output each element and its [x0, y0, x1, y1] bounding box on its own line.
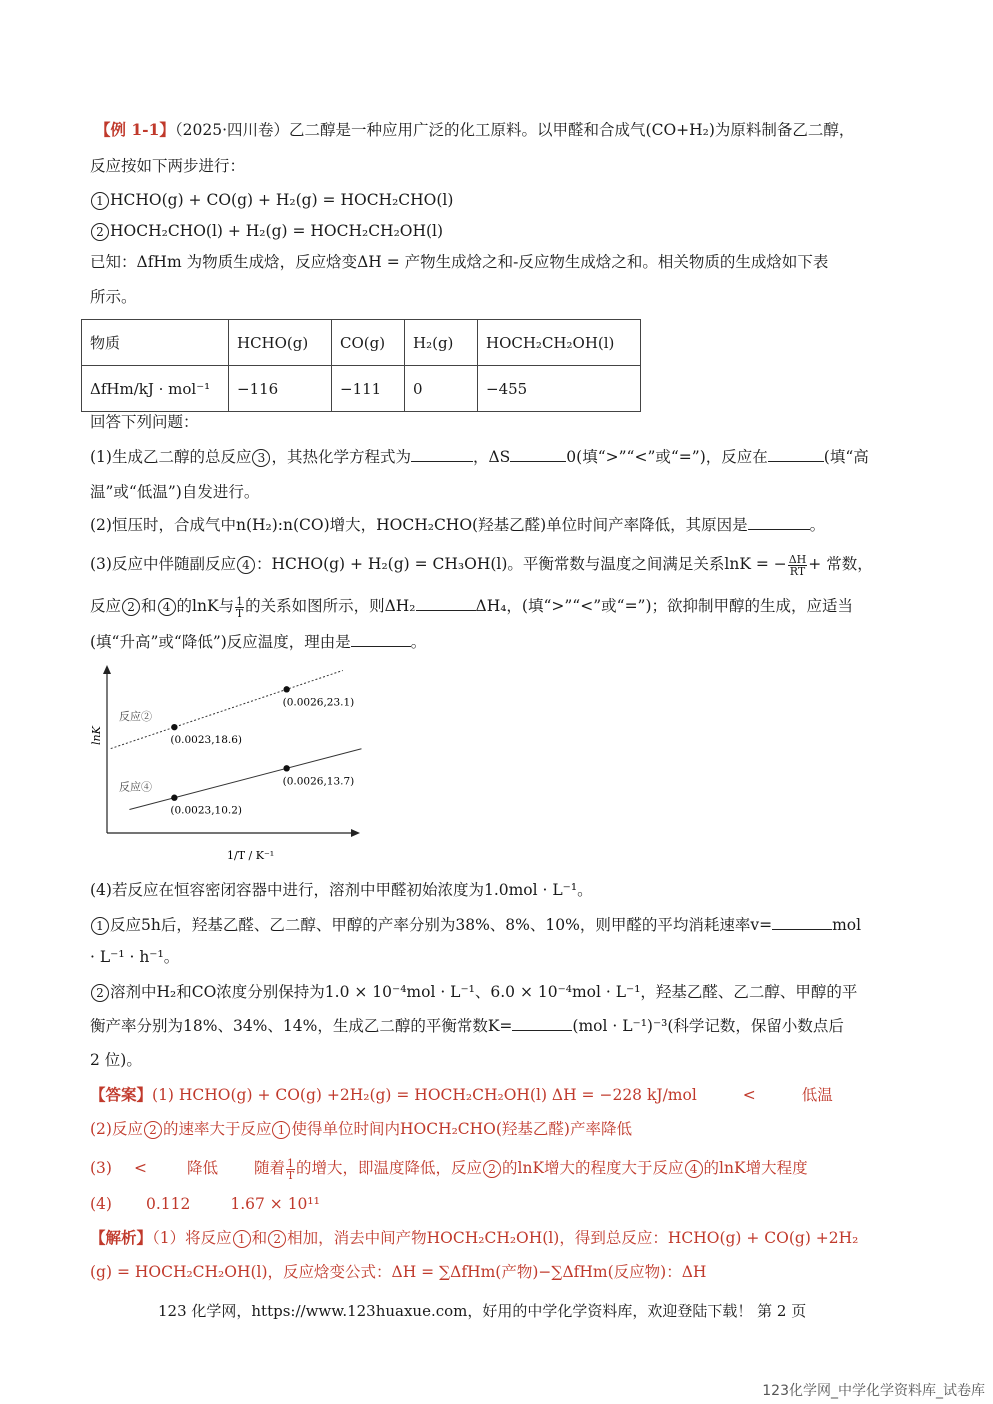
q4-text: (mol · L⁻¹)⁻³(科学记数，保留小数点后	[572, 1017, 844, 1035]
answer-text: 低温	[801, 1086, 833, 1104]
known-line-2: 所示。	[90, 288, 137, 306]
analysis-text: 相加，消去中间产物HOCH₂CH₂OH(l)，得到总反应：HCHO(g) + CO(g) +2H₂	[287, 1229, 859, 1247]
answer-text: 1.67 × 10¹¹	[230, 1195, 320, 1213]
q1-text: ，其热化学方程式为	[271, 448, 411, 466]
series-name: 反应④	[119, 780, 152, 794]
table-row	[82, 366, 641, 412]
data-label: (0.0023,18.6)	[170, 734, 243, 747]
answer-blank[interactable]	[351, 632, 411, 647]
circled-2: 2	[91, 984, 109, 1002]
q4-text: mol	[832, 916, 862, 934]
analysis-text: 和	[251, 1229, 268, 1247]
data-label: (0.0023,10.2)	[170, 804, 243, 817]
table-cell: ΔfHm/kJ · mol⁻¹	[82, 366, 229, 412]
frac-num: ΔH	[788, 552, 807, 566]
page-footer: 123 化学网，https://www.123huaxue.com，好用的中学化学资料库，欢迎登陆下载！ 第 2 页	[158, 1302, 807, 1320]
x-axis-label: 1/T / K⁻¹	[227, 849, 275, 862]
circled-2: 2	[144, 1121, 162, 1139]
reaction-1-text: HCHO(g) + CO(g) + H₂(g) = HOCH₂CHO(l)	[110, 191, 454, 209]
enthalpy-table	[81, 319, 641, 412]
table-cell: −116	[229, 366, 332, 412]
table-cell: −111	[332, 366, 405, 412]
answer-line-1	[90, 1083, 833, 1107]
x-axis-arrow	[351, 829, 360, 837]
answer-text: 的lnK增大程度	[703, 1159, 808, 1177]
answer-blank[interactable]	[411, 447, 473, 462]
answer-text: 0.112	[145, 1195, 191, 1213]
question-4: (4)若反应在恒容密闭容器中进行，溶剂中甲醛初始浓度为1.0mol · L⁻¹。	[90, 881, 593, 899]
frac-num: 1	[236, 594, 244, 608]
frac-den: T	[286, 1168, 295, 1182]
q4-text: 反应5h后，羟基乙醛、乙二醇、甲醇的产率分别为38%、8%、10%，则甲醛的平均消耗速率v=	[110, 916, 773, 934]
example-source: （2025·四川卷）	[174, 121, 290, 139]
y-axis-arrow	[103, 665, 111, 674]
circled-4: 4	[158, 598, 176, 616]
answer-line-2	[90, 1117, 632, 1141]
circled-4: 4	[685, 1160, 703, 1178]
chart-marks	[111, 670, 362, 816]
answer-text: 使得单位时间内HOCH₂CHO(羟基乙醛)产率降低	[291, 1120, 632, 1138]
fraction-1-t	[286, 1158, 295, 1181]
q3-text: 和	[141, 597, 157, 615]
answer-line-3	[90, 1156, 808, 1181]
data-point	[283, 765, 289, 771]
q3-text: + 常数，	[808, 555, 873, 573]
answer-blank[interactable]	[512, 1016, 572, 1031]
q4-text: 溶剂中H₂和CO浓度分别保持为1.0 × 10⁻⁴mol · L⁻¹、6.0 × 10⁻⁴mol · L⁻¹，羟基乙醛、乙二醇、甲醇的平	[110, 983, 858, 1001]
reaction-1	[90, 188, 453, 212]
answer-text: 的增大，即温度降低，反应	[296, 1159, 483, 1177]
y-axis-label: lnK	[90, 726, 103, 745]
question-4-1	[90, 913, 861, 937]
question-3-line-2	[90, 594, 853, 619]
q4-text: 衡产率分别为18%、34%、14%，生成乙二醇的平衡常数K=	[90, 1017, 513, 1035]
circled-2: 2	[483, 1160, 501, 1178]
data-point	[171, 724, 177, 730]
frac-den: T	[235, 606, 244, 620]
circled-4: 4	[237, 556, 255, 574]
example-intro-2: 反应按如下两步进行：	[90, 157, 246, 175]
question-3-line-3	[90, 630, 426, 654]
answer-text: (4)	[90, 1195, 112, 1213]
question-3	[90, 552, 873, 577]
table-header-row	[82, 320, 641, 366]
reaction-2	[90, 219, 443, 243]
table-cell: HOCH₂CH₂OH(l)	[478, 320, 641, 366]
answer-text: 的速率大于反应	[162, 1120, 272, 1138]
table-cell: HCHO(g)	[229, 320, 332, 366]
question-4-2-cont	[90, 1014, 844, 1038]
q3-text: 的关系如图所示，则ΔH₂	[245, 597, 416, 615]
question-4-2-end: 2 位)。	[90, 1051, 142, 1069]
data-label: (0.0026,23.1)	[282, 696, 355, 709]
fraction-dh-rt	[788, 554, 808, 577]
data-point	[171, 795, 177, 801]
lnk-chart	[92, 665, 372, 875]
answer-blank[interactable]	[748, 515, 810, 530]
answer-blank[interactable]	[510, 447, 566, 462]
circled-2: 2	[122, 598, 140, 616]
circled-1: 1	[233, 1230, 251, 1248]
answer-blank[interactable]	[772, 915, 832, 930]
watermark: 123化学网_中学化学资料库_试卷库	[762, 1383, 985, 1399]
q3-text: 反应	[90, 597, 122, 615]
answer-prompt: 回答下列问题：	[90, 413, 199, 431]
answer-blank[interactable]	[768, 447, 824, 462]
answer-text: <	[133, 1159, 147, 1177]
circled-1: 1	[91, 917, 109, 935]
example-intro: 乙二醇是一种应用广泛的化工原料。以甲醛和合成气(CO+H₂)为原料制备乙二醇，	[289, 121, 855, 139]
question-1	[90, 445, 869, 469]
q2-text: (2)恒压时，合成气中n(H₂):n(CO)增大，HOCH₂CHO(羟基乙醛)单位时间产率降低，其原因是	[90, 516, 748, 534]
table-cell: H₂(g)	[405, 320, 478, 366]
question-2	[90, 513, 825, 537]
table-cell: CO(g)	[332, 320, 405, 366]
q3-text: 的lnK与	[176, 597, 235, 615]
answer-blank[interactable]	[416, 596, 476, 611]
q3-text: ：HCHO(g) + H₂(g) = CH₃OH(l)。平衡常数与温度之间满足关系lnK = −	[255, 555, 787, 573]
answer-text: <	[742, 1086, 756, 1104]
answer-text: (1) HCHO(g) + CO(g) +2H₂(g) = HOCH₂CH₂OH(l) ΔH = −228 kJ/mol	[152, 1086, 697, 1104]
q1-text: ，ΔS	[472, 448, 511, 466]
circled-2: 2	[268, 1230, 286, 1248]
question-4-2	[90, 980, 857, 1004]
answer-tag: 【答案】	[90, 1085, 153, 1104]
answer-line-4	[90, 1192, 320, 1216]
table-cell: −455	[478, 366, 641, 412]
circled-3: 3	[252, 449, 270, 467]
q1-text: (1)生成乙二醇的总反应	[90, 448, 252, 466]
data-point	[283, 686, 289, 692]
data-label: (0.0026,13.7)	[282, 775, 355, 788]
known-line-1: 已知：ΔfHm 为物质生成焓，反应焓变ΔH = 产物生成焓之和-反应物生成焓之和。相关物质的生成焓如下表	[90, 253, 829, 271]
answer-text: 随着	[253, 1159, 285, 1177]
q1-text: 0(填“>”“<”或“=”)，反应在	[566, 448, 768, 466]
q3-text: (3)反应中伴随副反应	[90, 555, 236, 573]
table-cell: 物质	[82, 320, 229, 366]
analysis-line-1	[90, 1226, 858, 1250]
circled-1: 1	[91, 192, 109, 210]
reaction-2-text: HOCH₂CHO(l) + H₂(g) = HOCH₂CH₂OH(l)	[110, 222, 444, 240]
question-4-1-cont: · L⁻¹ · h⁻¹。	[90, 948, 180, 966]
q1-text-cont: 温”或“低温”)自发进行。	[90, 483, 260, 501]
table-cell: 0	[405, 366, 478, 412]
circled-2: 2	[91, 223, 109, 241]
answer-text: (3)	[90, 1159, 112, 1177]
answer-text: 降低	[186, 1159, 218, 1177]
circled-1: 1	[272, 1121, 290, 1139]
q1-text: (填“高	[823, 448, 869, 466]
frac-num: 1	[287, 1156, 294, 1170]
analysis-text: （1）将反应	[152, 1229, 232, 1247]
q3-text: 。	[410, 633, 427, 651]
fraction-1-t	[235, 596, 244, 619]
q3-text: ΔH₄，(填“>”“<”或“=”)；欲抑制甲醇的生成，应适当	[475, 597, 854, 615]
analysis-line-2: (g) = HOCH₂CH₂OH(l)，反应焓变公式：ΔH = ∑ΔfHm(产物)−∑ΔfHm(反应物)：ΔH	[90, 1263, 707, 1281]
series-name: 反应②	[119, 710, 152, 724]
analysis-tag: 【解析】	[90, 1228, 153, 1247]
example-heading	[95, 118, 854, 142]
answer-text: (2)反应	[90, 1120, 143, 1138]
example-tag: 【例 1-1】	[95, 120, 175, 139]
q2-text: 。	[809, 516, 826, 534]
answer-text: 的lnK增大的程度大于反应	[502, 1159, 684, 1177]
q3-text: (填“升高”或“降低”)反应温度，理由是	[90, 633, 351, 651]
frac-den: RT	[789, 564, 806, 578]
